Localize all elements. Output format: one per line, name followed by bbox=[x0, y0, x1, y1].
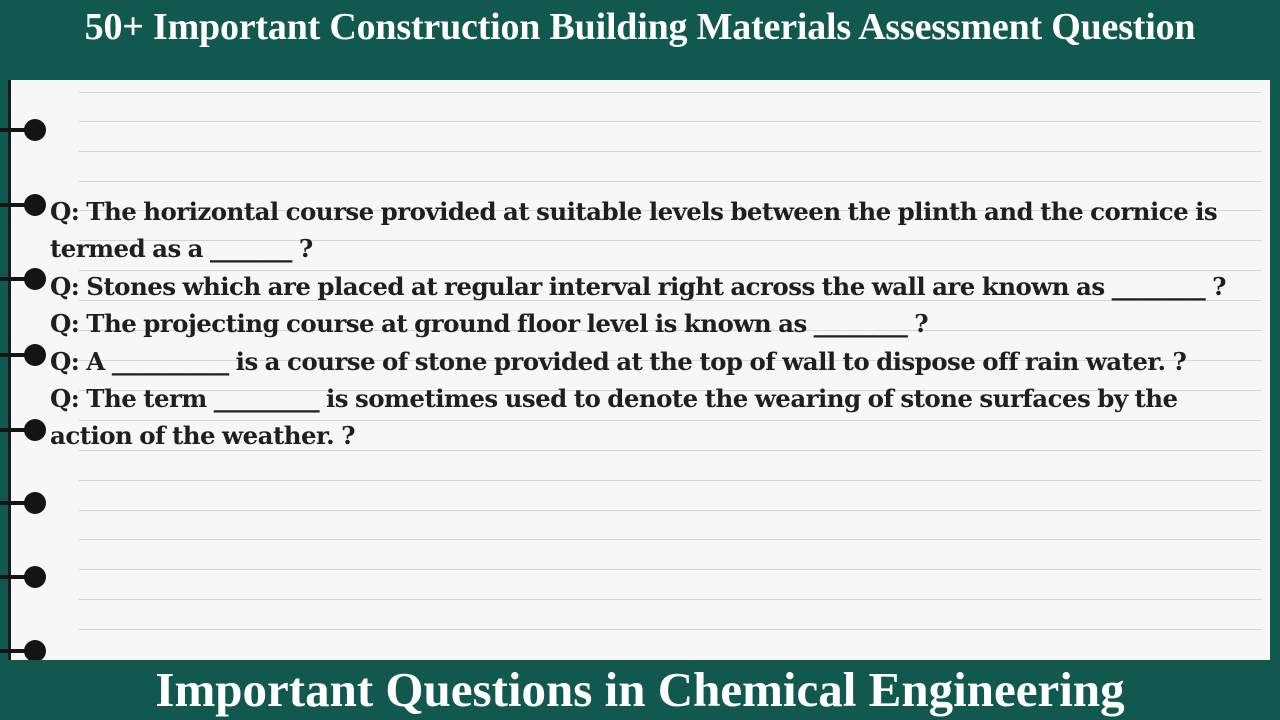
rule-line bbox=[79, 151, 1261, 152]
page-title: 50+ Important Construction Building Materials Assessment Question bbox=[84, 6, 1196, 48]
rule-line bbox=[79, 92, 1261, 93]
binder-ring-icon bbox=[12, 566, 38, 588]
binder-ring-icon bbox=[12, 419, 38, 441]
footer-banner bbox=[0, 660, 1280, 720]
rule-line bbox=[79, 629, 1261, 630]
question-item: Q: The horizontal course provided at suitable levels between the plinth and the cornice is termed as a _______ ? bbox=[50, 197, 1218, 264]
rule-line bbox=[79, 539, 1261, 540]
rule-line bbox=[79, 510, 1261, 511]
rule-line bbox=[79, 181, 1261, 182]
binder-ring-icon bbox=[12, 344, 38, 366]
binder-ring-icon bbox=[12, 640, 38, 662]
header-banner bbox=[0, 0, 1280, 80]
question-list bbox=[50, 193, 1265, 455]
binder-ring-icon bbox=[12, 268, 38, 290]
binder-ring-icon bbox=[12, 119, 38, 141]
question-item: Q: A __________ is a course of stone provided at the top of wall to dispose off rain water. ? bbox=[50, 346, 1187, 376]
binder-ring-icon bbox=[12, 492, 38, 514]
right-edge bbox=[1270, 80, 1280, 660]
question-item: Q: The projecting course at ground floor level is known as ________ ? bbox=[50, 309, 929, 339]
binder-ring-icon bbox=[12, 194, 38, 216]
question-item: Q: Stones which are placed at regular interval right across the wall are known as ________ ? bbox=[50, 271, 1226, 301]
question-item: Q: The term _________ is sometimes used to denote the wearing of stone surfaces by the action of the weather. ? bbox=[50, 384, 1178, 451]
rule-line bbox=[79, 480, 1261, 481]
rule-line bbox=[79, 569, 1261, 570]
footer-title: Important Questions in Chemical Engineering bbox=[155, 662, 1125, 717]
rule-line bbox=[79, 599, 1261, 600]
rule-line bbox=[79, 121, 1261, 122]
